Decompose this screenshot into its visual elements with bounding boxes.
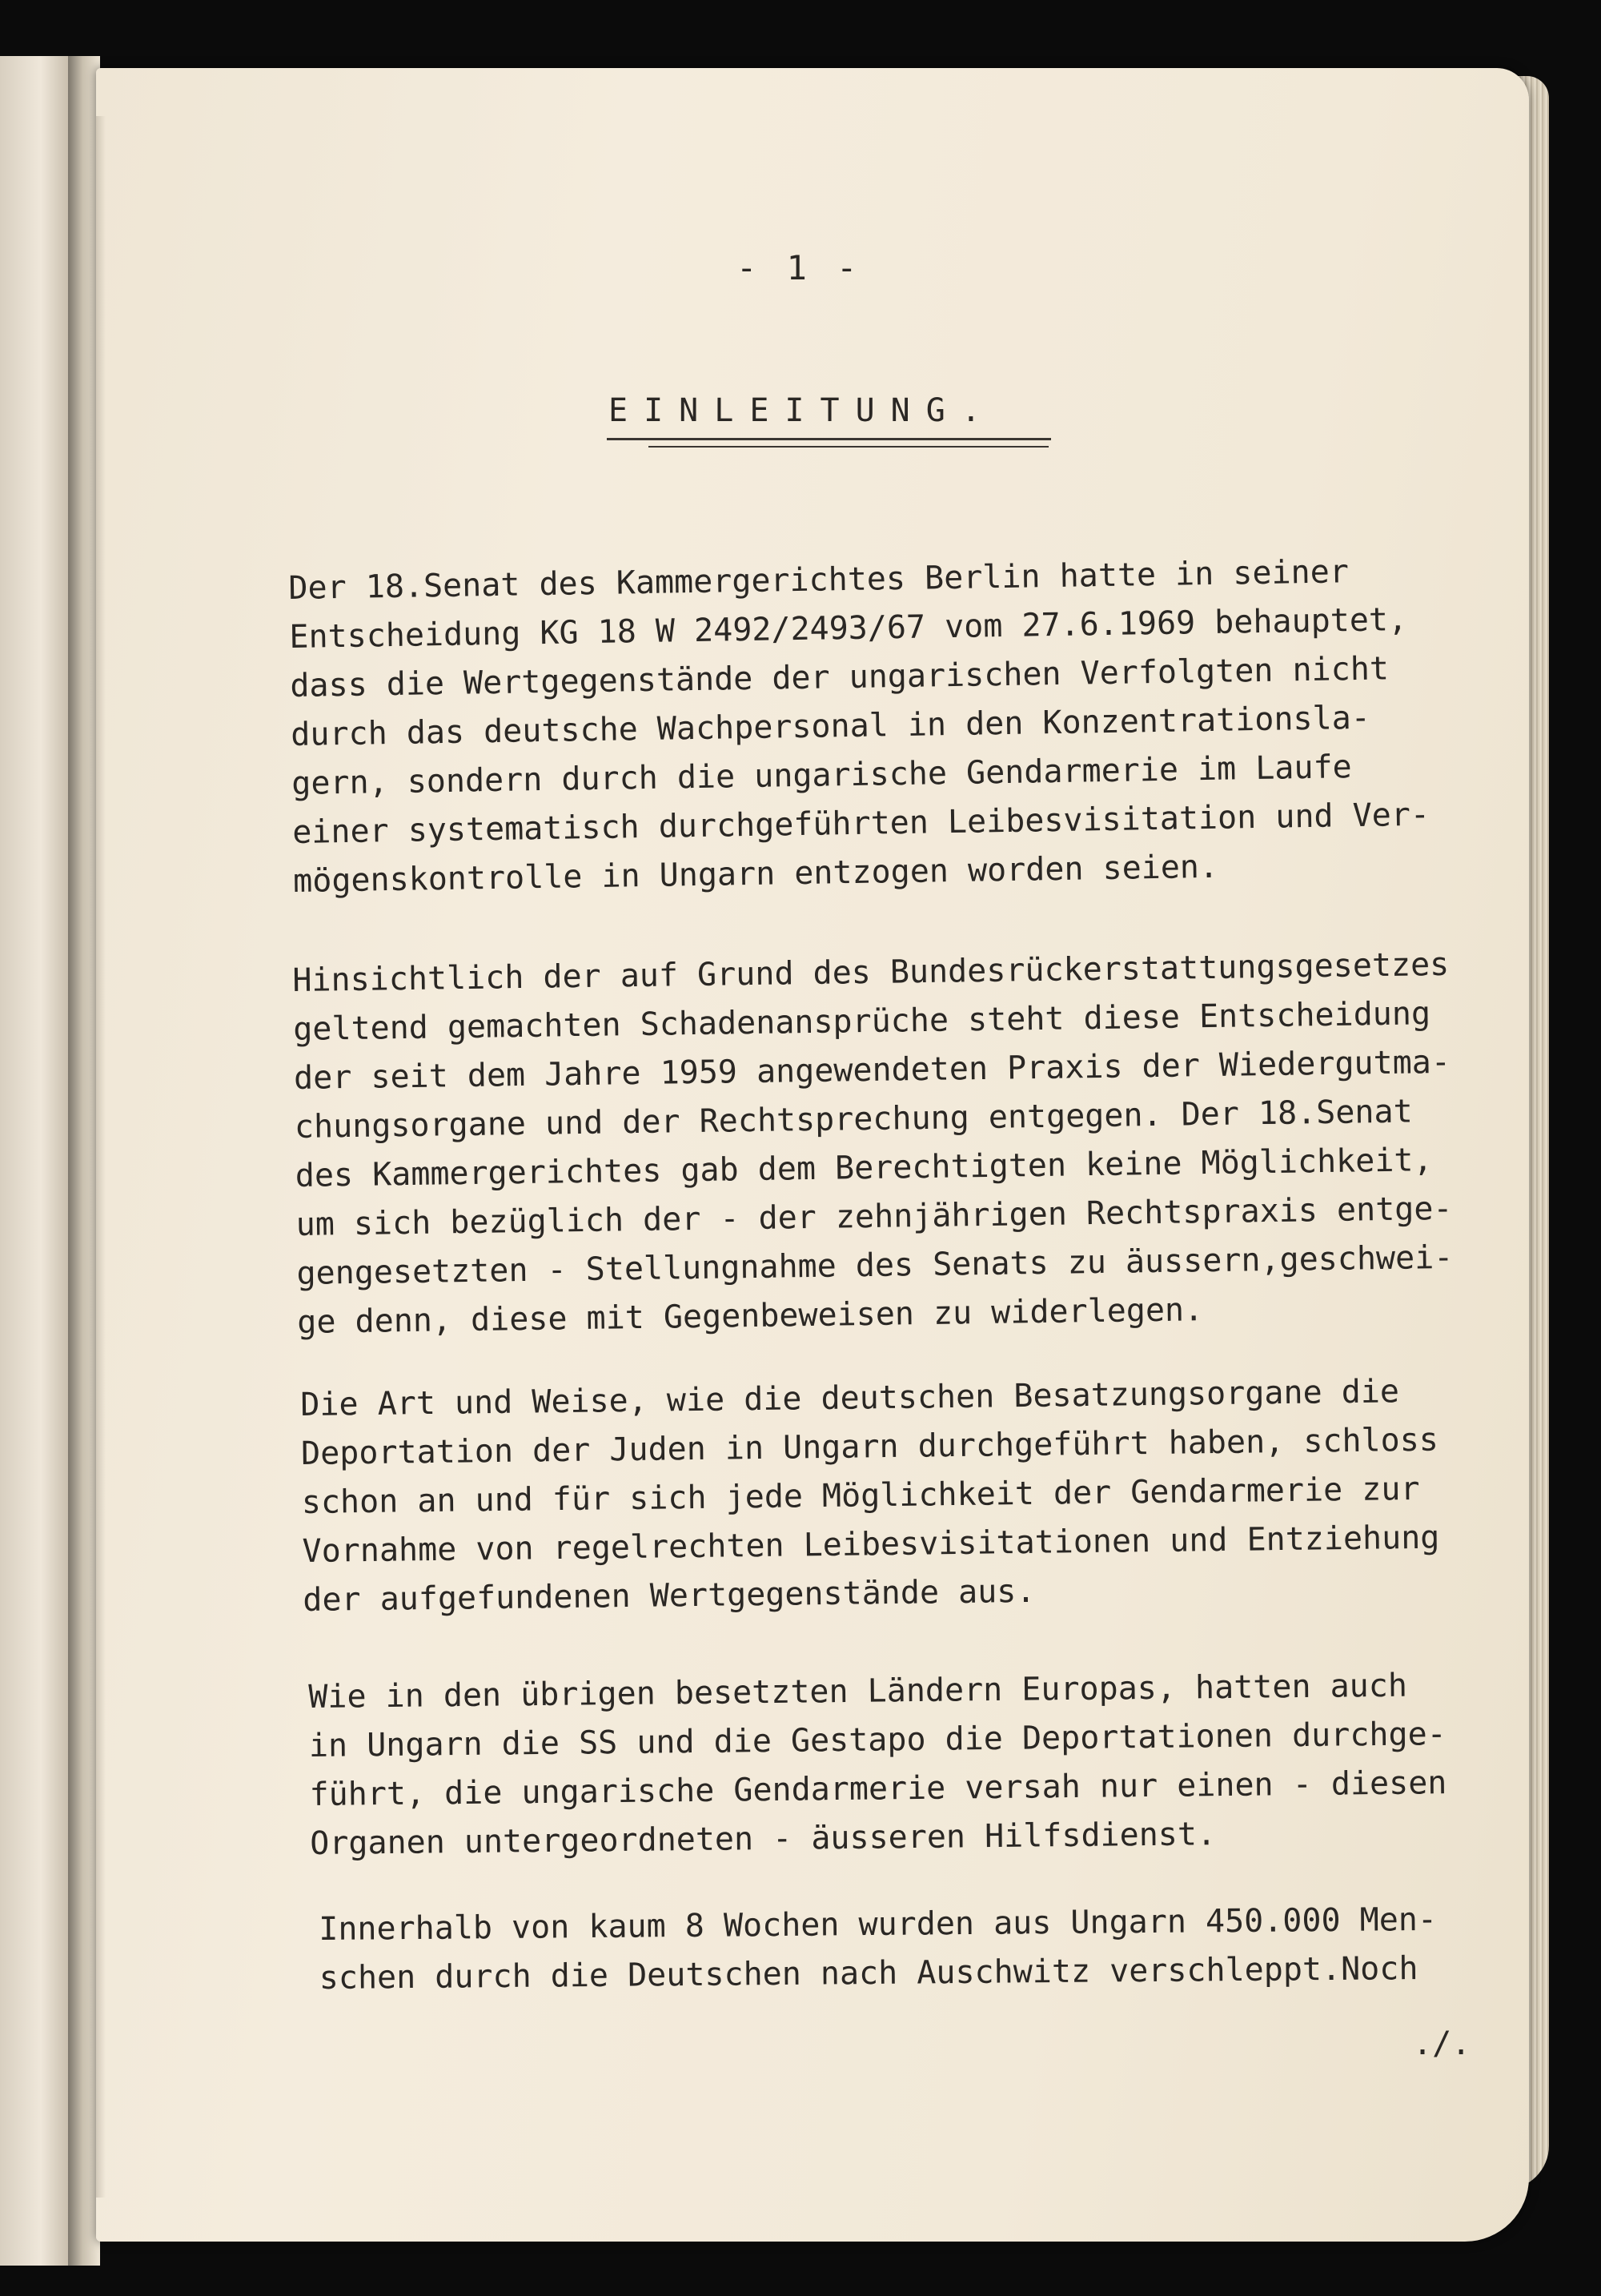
text-line: um sich bezüglich der - der zehnjährigen Rechtspraxis entge-	[295, 1190, 1453, 1243]
text-line: einer systematisch durchgeführten Leibesvisitation und Ver-	[291, 796, 1430, 851]
text-line: Organen untergeordneten - äusseren Hilfsdienst.	[309, 1816, 1217, 1862]
continuation-mark: ./.	[1413, 2025, 1471, 2062]
text-line: durch das deutsche Wachpersonal in den Konzentrationsla-	[290, 699, 1371, 753]
text-line: ge denn, diese mit Gegenbeweisen zu widerlegen.	[297, 1291, 1204, 1341]
text-line: Entscheidung KG 18 W 2492/2493/67 vom 27.6.1969 behauptet,	[289, 601, 1408, 656]
text-line: in Ungarn die SS und die Gestapo die Deportationen durchge-	[308, 1716, 1447, 1764]
text-line: mögenskontrolle in Ungarn entzogen worden seien.	[292, 848, 1219, 900]
text-line: des Kammergerichtes gab dem Berechtigten keine Möglichkeit,	[295, 1142, 1433, 1194]
text-line: Innerhalb von kaum 8 Wochen wurden aus Ungarn 450.000 Men-	[319, 1901, 1438, 1948]
text-line: führt, die ungarische Gendarmerie versah nur einen - diesen	[309, 1764, 1447, 1813]
text-line: dass die Wertgegenstände der ungarischen Verfolgten nicht	[290, 650, 1390, 704]
text-line: der aufgefundenen Wertgegenstände aus.	[303, 1572, 1036, 1619]
text-line: gern, sondern durch die ungarische Gendarmerie im Laufe	[291, 749, 1353, 802]
text-line: Der 18.Senat des Kammergerichtes Berlin hatte in seiner	[288, 553, 1350, 607]
text-line: gengesetzten - Stellungnahme des Senats zu äussern,geschwei-	[296, 1238, 1454, 1292]
heading-underline-second	[648, 446, 1049, 448]
heading-underline	[607, 438, 1051, 440]
text-line: schon an und für sich jede Möglichkeit der Gendarmerie zur	[301, 1470, 1420, 1521]
page-heading: EINLEITUNG.	[608, 392, 997, 429]
text-line: Vornahme von regelrechten Leibesvisitationen und Entziehung	[302, 1519, 1440, 1570]
text-line: der seit dem Jahre 1959 angewendeten Praxis der Wiedergutma-	[293, 1043, 1451, 1097]
text-line: geltend gemachten Schadenansprüche steht diese Entscheidung	[292, 995, 1431, 1048]
paragraph-1	[288, 547, 1430, 906]
text-line: schen durch die Deutschen nach Auschwitz verschleppt.Noch	[319, 1950, 1418, 1997]
typewritten-page	[96, 68, 1529, 2242]
text-line: Hinsichtlich der auf Grund des Bundesrückerstattungsgesetzes	[292, 945, 1450, 999]
binding-shadow	[96, 116, 106, 2198]
text-line: Deportation der Juden in Ungarn durchgeführt haben, schloss	[300, 1421, 1439, 1472]
facing-page-edge	[0, 56, 68, 2266]
paragraph-3	[300, 1367, 1440, 1625]
paragraph-5	[319, 1896, 1438, 2003]
paragraph-2	[292, 941, 1455, 1347]
text-line: chungsorgane und der Rechtsprechung entgegen. Der 18.Senat	[294, 1093, 1413, 1146]
paragraph-4	[308, 1661, 1447, 1869]
text-line: Wie in den übrigen besetzten Ländern Europas, hatten auch	[308, 1667, 1408, 1716]
book-gutter	[68, 56, 100, 2266]
text-line: Die Art und Weise, wie die deutschen Besatzungsorgane die	[300, 1373, 1400, 1423]
page-number: - 1 -	[736, 248, 862, 287]
